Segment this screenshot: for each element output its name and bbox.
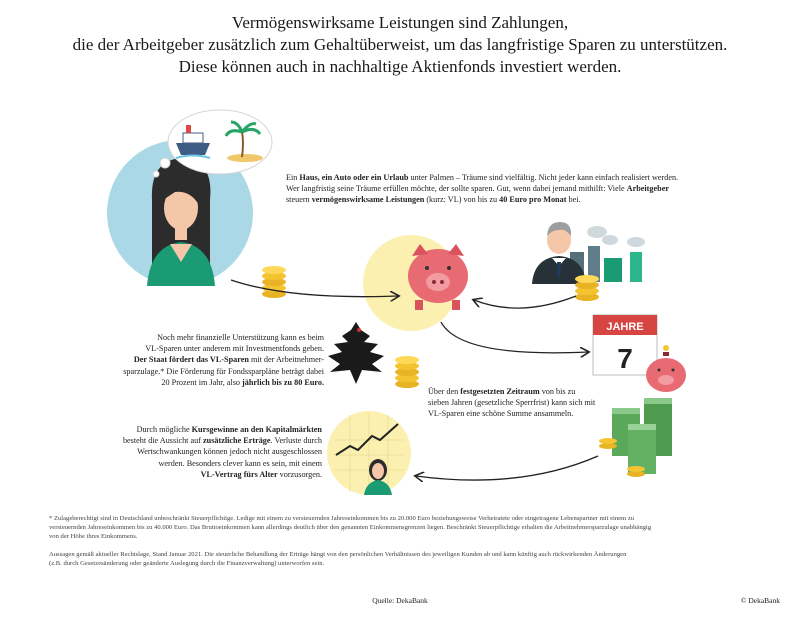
intro-text-block: Ein Haus, ein Auto oder ein Urlaub unter Palmen – Träume sind vielfältig. Nicht jeder kann einfach realisiert werden. Wer langfristig seine Träume erfüllen möchte, der sollte sparen. Gut, wenn dabei jemand mithilft: Viele Arbeitgeber steuern vermögenswirksame Leistungen (kurz: VL) von bis zu 40 Euro pro Monat bei. (286, 173, 679, 205)
returns-text-block: Durch mögliche Kursgewinne an den Kapitalmärkten besteht die Aussicht auf zusätzliche Erträge. Verluste durch Wertschwankungen können jedoch nicht ausgeschlossen werden. Besonders clever kann es sein, mit einem VL-Vertrag fürs Alter vorzusorgen. (122, 425, 322, 479)
coin-stack-icon (262, 266, 286, 298)
period-text-block: Über den festgesetzten Zeitraum von bis zu sieben Jahren (gesetzliche Sperrfrist) kann sich mit VL-Sparen eine schöne Summe ansammeln. (428, 387, 596, 419)
calendar-icon (593, 315, 657, 375)
title-line-2: die der Arbeitgeber zusätzlich zum Gehaltüberweist, um das langfristige Sparen zu unterstützen. (72, 35, 728, 54)
calendar-number: 7 (617, 343, 633, 374)
calendar-header: JAHRE (606, 321, 644, 333)
federal-eagle-icon (328, 322, 384, 384)
title-line-1: Vermögenswirksame Leistungen sind Zahlungen, (231, 13, 569, 32)
copyright-label: © DekaBank (740, 596, 780, 605)
source-label: Quelle: DekaBank (372, 596, 428, 605)
coin-stack-icon (395, 356, 419, 388)
title-line-3: Diese können auch in nachhaltige Aktienfonds investiert werden. (178, 57, 622, 76)
state-support-text-block: Noch mehr finanzielle Unterstützung kann es beim VL-Sparen unter anderem mit Investmentfonds geben. Der Staat fördert das VL-Sparen mit der Arbeitnehmer- sparzulage.* Die Förderung für Fondssparpläne beträgt dabei 20 Prozent im Jahr, also jährlich bis zu 80 Euro. (123, 333, 324, 387)
growth-chart-illustration (327, 411, 411, 495)
coin-stack-icon (575, 275, 599, 301)
disclaimer: Aussagen gemäß aktueller Rechtslage, Stand Januar 2021. Die steuerliche Behandlung der Erträge hängt von den persönlichen Verhältnissen des jeweiligen Kunden ab und kann künftig auch rückwirkenden Änderungen (z.B. durch Gesetzesänderung oder geänderte Auslegung durch die Finanzverwaltung) unterworfen sein. (49, 551, 627, 567)
employer-illustration (532, 222, 645, 284)
piggy-bank-icon (363, 235, 468, 331)
footnote: * Zulageberechtigt sind in Deutschland unbeschränkt Steuerpflichtige. Ledige mit einem zu versteuernden Jahreseinkommen bis zu 20.000 Euro beziehungsweise Verheiratete oder eingetragene Lebenspartner mit einem zu versteuernden Jahreseinkommen bis zu 40.000 Euro. Das Bruttoeinkommen kann allerdings deutlich über den genannten Einkommensgrenzen liegen. Beschränkt Steuerpflichtige erhalten die Arbeitnehmersparzulage unabhängig von der Höhe ihres Einkommens. (49, 515, 652, 540)
